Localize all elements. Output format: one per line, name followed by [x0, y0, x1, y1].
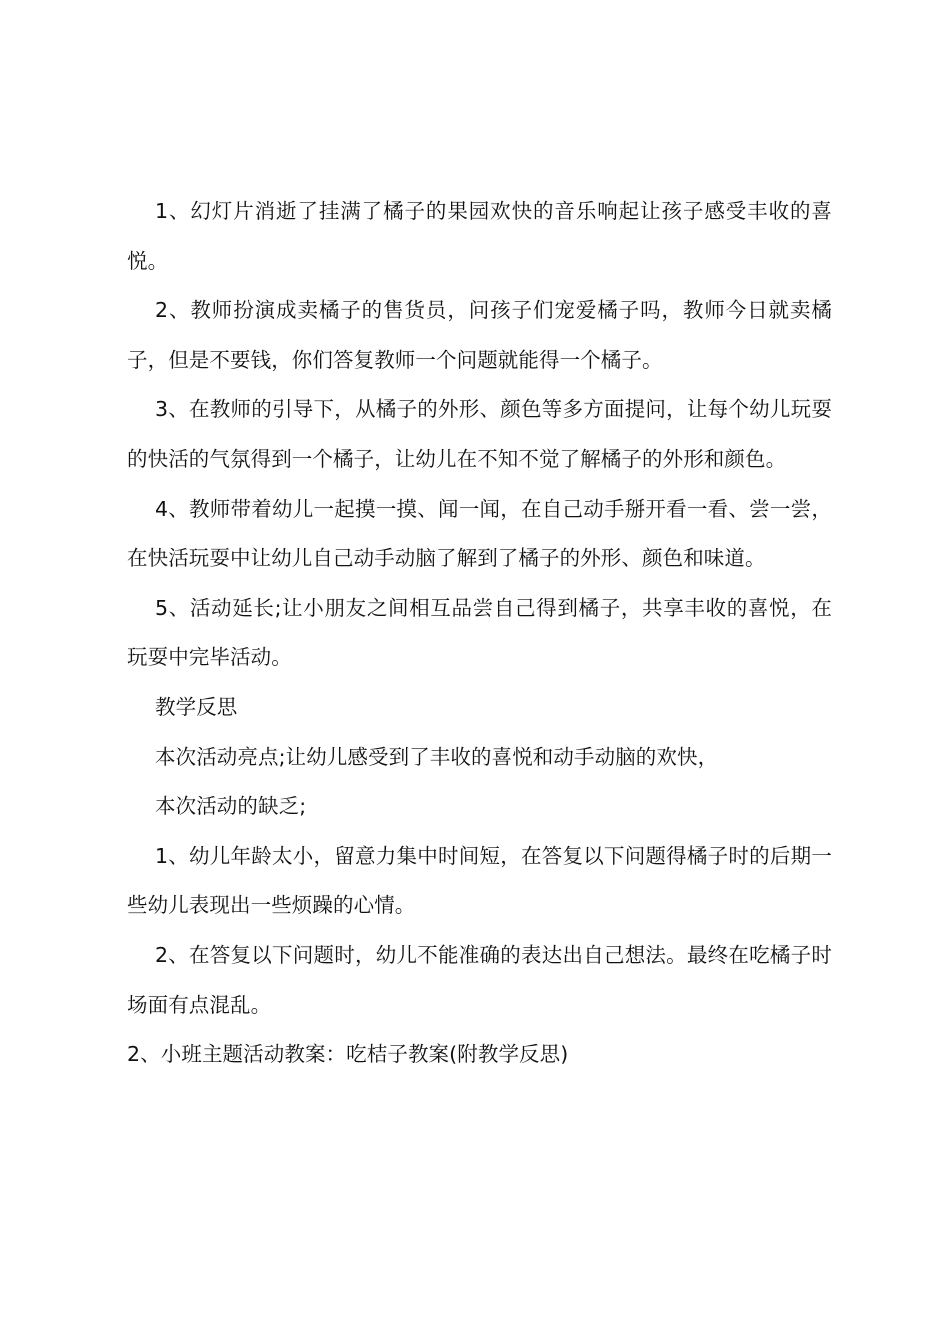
highlight-paragraph: 本次活动亮点;让幼儿感受到了丰收的喜悦和动手动脑的欢快， [155, 744, 719, 769]
shortcomings-heading: 本次活动的缺乏; [155, 794, 307, 819]
step-3-paragraph: 3、在教师的引导下，从橘子的外形、颜色等多方面提问，让每个幼儿玩耍的快活的气氛得到一个橘子，让幼儿在不知不觉了解橘子的外形和颜色。 [127, 397, 832, 471]
step-2-paragraph: 2、教师扮演成卖橘子的售货员，问孩子们宠爱橘子吗，教师今日就卖橘子，但是不要钱，你们答复教师一个问题就能得一个橘子。 [127, 298, 832, 372]
section-title: 2、小班主题活动教案：吃桔子教案(附教学反思) [127, 1042, 569, 1067]
shortcoming-2-paragraph: 2、在答复以下问题时，幼儿不能准确的表达出自己想法。最终在吃橘子时场面有点混乱。 [127, 942, 832, 1017]
step-4-paragraph: 4、教师带着幼儿一起摸一摸、闻一闻，在自己动手掰开看一看、尝一尝，在快活玩耍中让幼儿自己动手动脑了解到了橘子的外形、颜色和味道。 [127, 496, 832, 571]
step-1-paragraph: 1、幻灯片消逝了挂满了橘子的果园欢快的音乐响起让孩子感受丰收的喜悦。 [127, 199, 832, 273]
shortcoming-1-paragraph: 1、幼儿年龄太小，留意力集中时间短，在答复以下问题得橘子时的后期一些幼儿表现出一些烦躁的心情。 [127, 843, 832, 918]
step-5-paragraph: 5、活动延长;让小朋友之间相互品尝自己得到橘子，共享丰收的喜悦，在玩耍中完毕活动。 [127, 595, 832, 670]
document-body [127, 187, 832, 1080]
reflection-heading: 教学反思 [155, 694, 238, 719]
